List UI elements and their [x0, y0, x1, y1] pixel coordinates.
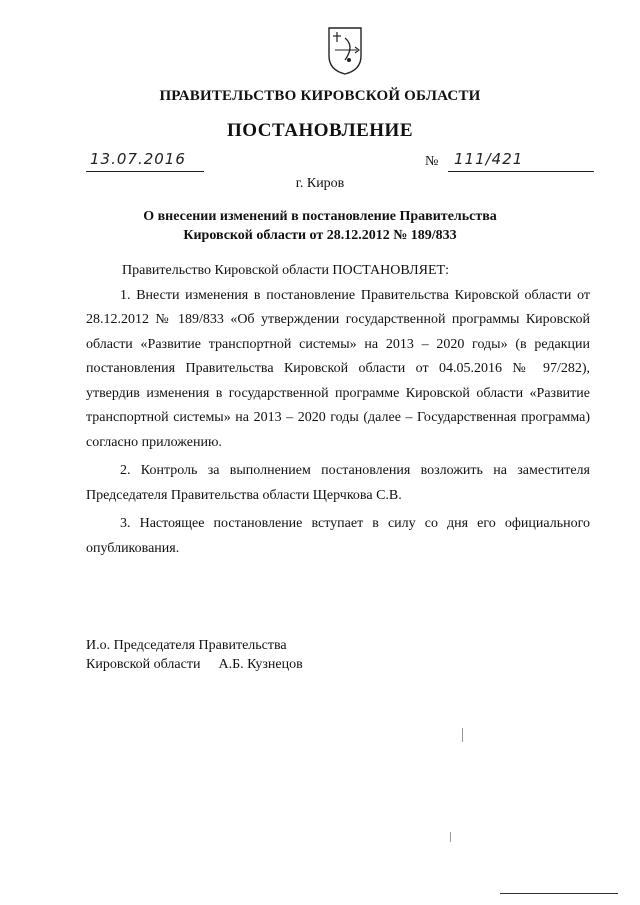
- footer-rule: [500, 893, 618, 894]
- intro-paragraph: Правительство Кировской области ПОСТАНОВЛЯЕТ:: [122, 263, 449, 278]
- signatory-name: А.Б. Кузнецов: [218, 657, 303, 672]
- scan-mark: [462, 728, 463, 742]
- subject-line-2: Кировской области от 28.12.2012 № 189/833: [183, 228, 457, 243]
- number-field: [448, 150, 594, 174]
- city: г. Киров: [295, 176, 345, 191]
- document-subject: [0, 207, 640, 245]
- handwritten-number: 111/421: [454, 150, 524, 168]
- date-field: [86, 150, 204, 174]
- signatory-title-line-2: Кировской области: [86, 657, 201, 672]
- number-label: №: [425, 154, 439, 169]
- scan-mark: [450, 832, 451, 842]
- government-heading: ПРАВИТЕЛЬСТВО КИРОВСКОЙ ОБЛАСТИ: [159, 88, 481, 104]
- coat-of-arms-icon: [327, 26, 363, 76]
- handwritten-date: 13.07.2016: [90, 150, 186, 168]
- signature-block: [86, 636, 303, 674]
- item-3-paragraph: 3. Настоящее постановление вступает в силу со дня его официального опубликования.: [86, 516, 590, 556]
- subject-line-1: О внесении изменений в постановление Правительства: [143, 209, 497, 224]
- item-1-paragraph: 1. Внести изменения в постановление Правительства Кировской области от 28.12.2012 № 189/833 «Об утверждении государственной программы Кировской области «Развитие транспортной системы» на 2013 – 2020 годы» (в редакции постановления Правительства Кировской области от 04.05.2016 № 97/282), утвердив изменения в государственной программе Кировской области «Развитие транспортной системы» на 2013 – 2020 годы (далее – Государственная программа) согласно приложению.: [86, 287, 590, 450]
- signatory-title-line-1: И.о. Председателя Правительства: [86, 638, 287, 653]
- document-body: [86, 259, 590, 561]
- document-type-heading: ПОСТАНОВЛЕНИЕ: [226, 120, 414, 141]
- item-2-paragraph: 2. Контроль за выполнением постановления возложить на заместителя Председателя Правительства области Щерчкова С.В.: [86, 463, 590, 503]
